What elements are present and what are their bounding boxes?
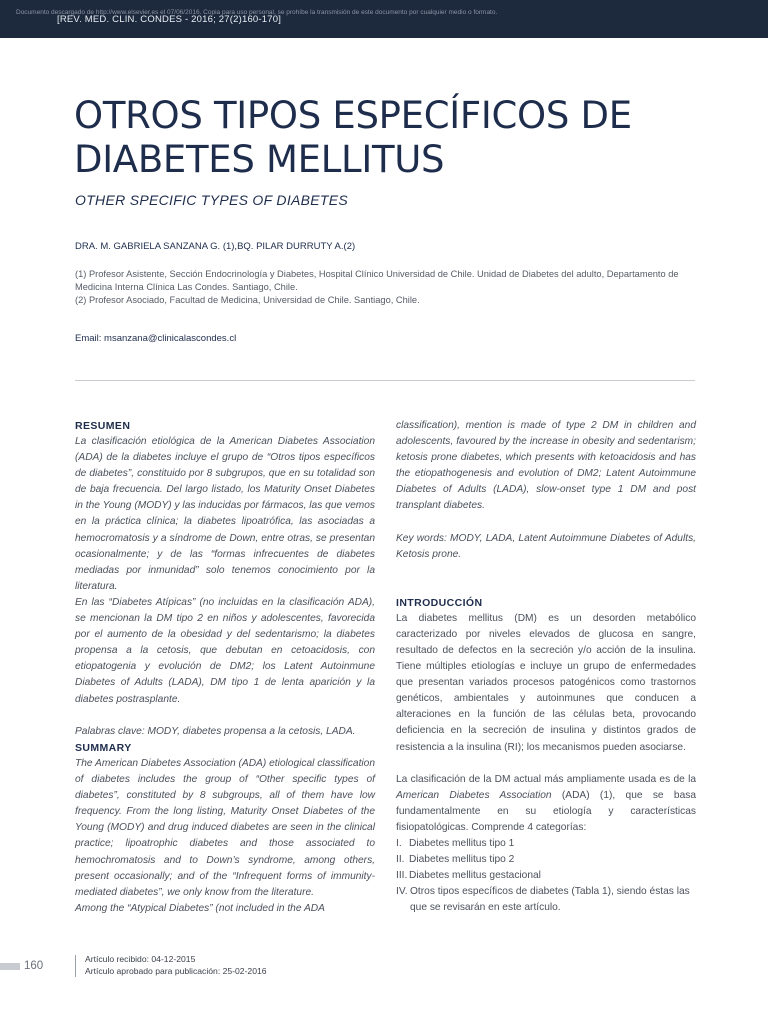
list-item — [396, 884, 696, 916]
received-date: Artículo recibido: 04-12-2015 — [85, 954, 196, 964]
list-item-text: Diabetes mellitus tipo 1 — [409, 837, 515, 849]
list-item-text: Otros tipos específicos de diabetes (Tabla 1), siendo éstas las que se revisarán en este artículo. — [410, 886, 690, 914]
intro-p2-part-c: (ADA) (1), que se basa fundamentalmente en su etiología y características fisiopatológicas. Comprende 4 categorías: — [396, 789, 696, 833]
category-list — [396, 836, 696, 916]
resumen-paragraph-2: En las “Diabetes Atípicas” (no incluidas en la clasificación ADA), se mencionan la DM tipo 2 en niños y adolescentes, favorecida por el aumento de la obesidad y del sedentarismo; la diabetes propensa a la cetosis, que debutan en cetoacidosis, con etiopatogenia y evolución de DM2; los Latent Autoinmune Diabetes of Adults (LADA), DM tipo 1 de lenta aparición y la diabetes postrasplante. — [75, 596, 375, 705]
list-item — [396, 868, 696, 884]
list-item-number: IV. — [396, 886, 408, 898]
title-line-2: DIABETES MELLITUS — [74, 138, 445, 181]
intro-p2-part-a: La clasificación de la DM actual más ampliamente usada es de la — [396, 773, 696, 785]
affiliations — [75, 268, 695, 308]
divider — [75, 380, 695, 381]
download-notice: Documento descargado de http://www.elsevier.es el 07/06/2016. Copia para uso personal, se prohíbe la transmisión de este documento por cualquier medio o formato. — [16, 9, 498, 16]
list-item-number: II. — [396, 854, 405, 866]
page-number-bar — [0, 963, 20, 970]
intro-paragraph-1: La diabetes mellitus (DM) es un desorden metabólico caracterizado por niveles elevados de glucosa en sangre, resultado de defectos en la secreción y/o acción de la insulina. Tiene múltiples etiologías e incluye un grupo de enfermedades que presentan variados procesos patogénicos como trastornos genéticos, ambientales y autoinmunes que conducen a alteraciones en la función de las células beta, provocando deficiencia en la secreción de insulina y distintos grados de resistencia a la insulina (RI); los mecanismos pueden asociarse. — [396, 612, 696, 753]
list-item-text: Diabetes mellitus tipo 2 — [409, 854, 515, 866]
article-title — [74, 94, 694, 182]
list-item-number: III. — [396, 870, 408, 882]
authors: DRA. M. GABRIELA SANZANA G. (1),BQ. PILAR DURRUTY A.(2) — [75, 241, 356, 252]
approved-date: Artículo aprobado para publicación: 25-02-2016 — [85, 965, 267, 976]
summary-keywords: Key words: MODY, LADA, Latent Autoimmune Diabetes of Adults, Ketosis prone. — [396, 532, 696, 560]
summary-section — [75, 740, 375, 917]
header-bar — [0, 0, 768, 38]
footer-divider — [75, 955, 76, 977]
resumen-heading: RESUMEN — [75, 420, 131, 432]
summary-heading: SUMMARY — [75, 742, 132, 754]
intro-heading: INTRODUCCIÓN — [396, 596, 483, 609]
intro-paragraph-2 — [396, 772, 696, 836]
affiliation-2: (2) Profesor Asociado, Facultad de Medicina, Universidad de Chile. Santiago, Chile. — [75, 295, 420, 306]
list-item — [396, 836, 696, 852]
affiliation-1: (1) Profesor Asistente, Sección Endocrinología y Diabetes, Hospital Clínico Universidad de Chile. Unidad de Diabetes del adulto, Departamento de Medicina Interna Clínica Las Condes. Santiago, Chile. — [75, 269, 679, 293]
summary-paragraph-1: The American Diabetes Association (ADA) etiological classification of diabetes includes the group of “Other specific types of diabetes”, constituted by 8 subgroups, all of them have low frequency. From the long listing, Maturity Onset Diabetes of the Young (MODY) and drug induced diabetes are seen in the clinical practice; lipoatrophic diabetes and those associated to hemochromatosis and to Down’s syndrome, among others, present occasionally; and of the “Infrequent forms of immunity-mediated diabetes”, we only know from the literature. — [75, 758, 375, 898]
resumen-keywords: Palabras clave: MODY, diabetes propensa a la cetosis, LADA. — [75, 725, 356, 737]
intro-p2-ada-name: American Diabetes Association — [396, 789, 552, 801]
resumen-paragraph-1: La clasificación etiológica de la American Diabetes Association (ADA) de la diabetes incluye el grupo de “Otros tipos específicos de diabetes”, constituido por 8 subgrupos, que en su totalidad son de baja frecuencia. Del largo listado, los Maturity Onset Diabetes in the Young (MODY) y las inducidas por fármacos, las que vemos en la práctica clínica; la diabetes lipoatrófica, las asociadas a hemocromatosis y a síndrome de Down, entre otras, se presentan ocasionalmente; y de las “formas infrecuentes de diabetes mediadas por inmunidad” solo tenemos conocimiento por la literatura. — [75, 436, 375, 592]
summary-paragraph-2-continued: classification), mention is made of type 2 DM in children and adolescents, favoured by the increase in obesity and sedentarism; ketosis prone diabetes, which presents with ketoacidosis and has the etiopathogenesis and evolution of DM2; Latent Autoimmune Diabetes of Adults (LADA), slow-onset type 1 DM and post transplant diabetes. — [396, 420, 696, 512]
contact-email: Email: msanzana@clinicalascondes.cl — [75, 333, 237, 344]
article-subtitle: OTHER SPECIFIC TYPES OF DIABETES — [75, 192, 349, 208]
page-number: 160 — [24, 960, 44, 972]
title-line-1: OTROS TIPOS ESPECÍFICOS DE — [74, 94, 632, 137]
right-column — [396, 418, 696, 916]
list-item-number: I. — [396, 837, 402, 849]
summary-paragraph-2-start: Among the “Atypical Diabetes” (not included in the ADA — [75, 902, 325, 914]
journal-citation: [REV. MED. CLIN. CONDES - 2016; 27(2)160-170] — [57, 14, 282, 25]
article-dates — [85, 954, 267, 977]
list-item — [396, 852, 696, 868]
resumen-section — [75, 418, 375, 740]
list-item-text: Diabetes mellitus gestacional — [409, 870, 541, 882]
